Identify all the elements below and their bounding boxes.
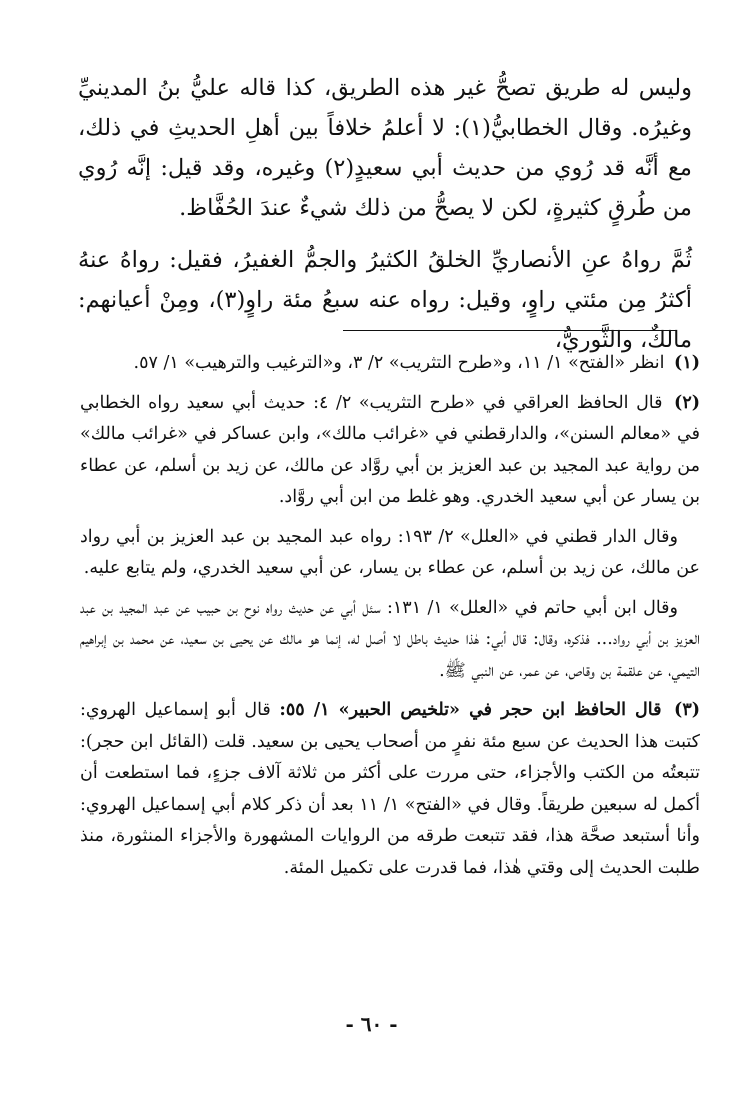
footnote-3-heading: قال الحافظ ابن حجر في «تلخيص الحبير» ١/ ٥٥:: [279, 700, 662, 720]
main-text: [78, 68, 692, 360]
main-paragraph-1: وليس له طريق تصحُّ غير هذه الطريق، كذا قاله عليُّ بنُ المدينيِّ وغيرُه. وقال الخطابيُّ(١): لا أعلمُ خلافاً بين أهلِ الحديثِ في ذلك، مع أنَّه قد رُوي من حديث أبي سعيدٍ(٢) وغيره، وقد قيل: إنَّه رُوي من طُرقٍ كثيرةٍ، لكن لا يصحُّ من ذلك شيءٌ عندَ الحُفَّاظ.: [78, 75, 692, 221]
footnote-3-number: (٣): [674, 700, 700, 720]
footnote-2-paragraph-3: وقال ابن أبي حاتم في «العلل» ١/ ١٣١: سئل أبي عن حديث رواه نوح بن حبيب عن عبد المجيد بن عبد العزيز بن أبي رواد... فذكره، وقال: قال أبي: هٰذا حديث باطل لا أصل له، إنما هو مالك عن يحيى بن سعيد، عن محمد بن إبراهيم التيمي، عن علقمة بن وقاص، عن عمر، عن النبي ﷺ.: [80, 597, 700, 681]
footnote-3: [80, 695, 700, 884]
footnote-1: [80, 348, 700, 380]
footnotes: [80, 348, 700, 892]
main-paragraph-2: ثُمَّ رواهُ عنِ الأنصاريِّ الخلقُ الكثيرُ والجمُّ الغفيرُ، فقيل: رواهُ عنهُ أكثرُ مِن مئتي راوٍ، وقيل: رواه عنه سبعُ مئة راوٍ(٣)، ومِنْ أعيانهم: مالكٌ، والثَّوريُّ،: [78, 247, 692, 353]
footnote-2-paragraph-2: وقال الدار قطني في «العلل» ٢/ ١٩٣: رواه عبد المجيد بن عبد العزيز بن أبي رواد عن مالك، عن زيد بن أسلم، عن عطاء بن يسار، عن أبي سعيد الخدري، ولم يتابع عليه.: [80, 526, 700, 578]
footnote-2: [80, 388, 700, 514]
footnote-1-number: (١): [674, 353, 700, 373]
footnote-1-text: انظر «الفتح» ١/ ١١، و«طرح التثريب» ٢/ ٣، و«الترغيب والترهيب» ١/ ٥٧.: [133, 353, 665, 373]
footnote-2-number: (٢): [674, 392, 700, 413]
page-number: - ٦٠ -: [345, 1012, 398, 1036]
footnote-divider: [343, 330, 677, 331]
footnote-2-text: قال الحافظ العراقي في «طرح التثريب» ٢/ ٤: حديث أبي سعيد رواه الخطابي في «معالم السنن»، والدارقطني في «غرائب مالك»، وابن عساكر في «غرائب مالك» من رواية عبد المجيد بن عبد العزيز بن أبي روَّاد عن مالك، عن زيد بن أسلم، عن عطاء بن يسار عن أبي سعيد الخدري. وهو غلط من ابن أبي روَّاد.: [80, 392, 700, 507]
footnote-3-text: قال أبو إسماعيل الهروي: كتبت هذا الحديث عن سبع مئة نفرٍ من أصحاب يحيى بن سعيد. قلت (القائل ابن حجر): تتبعتُه من الكتب والأجزاء، حتى مررت على أكثر من ثلاثة آلاف جزءٍ، فما استطعت أن أكمل له سبعين طريقاً. وقال في «الفتح» ١/ ١١ بعد أن ذكر كلام أبي إسماعيل الهروي: وأنا أستبعد صحَّة هذا، فقد تتبعت طرقه من الروايات المشهورة والأجزاء المنثورة، منذ طلبت الحديث إلى وقتي هٰذا، فما قدرت على تكميل المئة.: [80, 700, 700, 878]
